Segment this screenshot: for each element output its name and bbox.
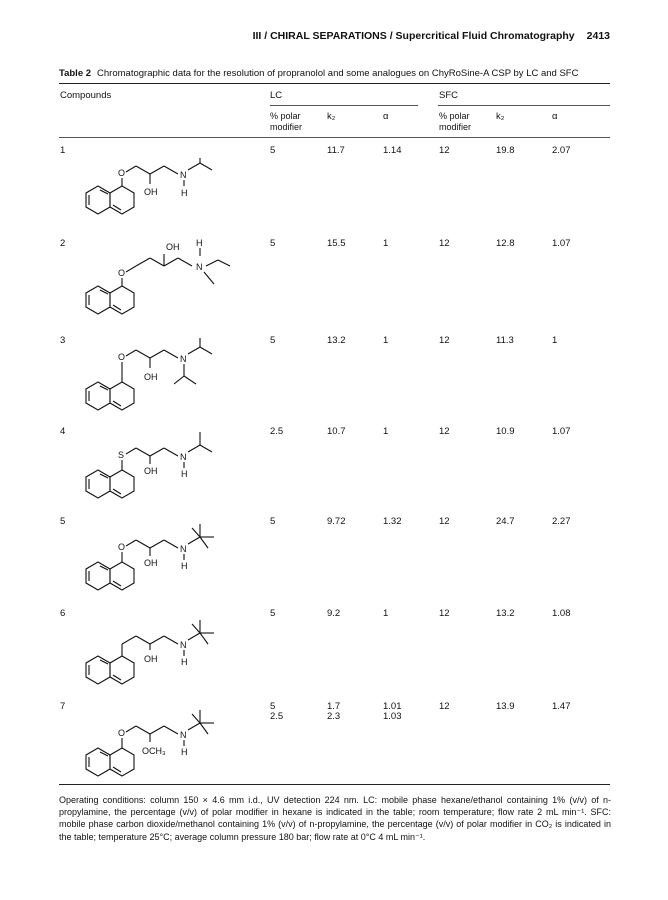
atom-label: OCH₃ xyxy=(142,746,166,756)
cell-sfc-alpha: 2.27 xyxy=(552,516,571,527)
cell-sfc-polar: 12 xyxy=(439,426,450,437)
atom-label: H xyxy=(196,238,203,248)
cell-sfc-alpha: 2.07 xyxy=(552,145,571,156)
cell-lc-alpha: 1 xyxy=(383,238,389,249)
cell-lc-alpha: 1 xyxy=(383,335,389,346)
structure-compound-2 xyxy=(70,238,240,335)
atom-label: H xyxy=(181,188,188,198)
compound-number: 3 xyxy=(60,335,66,346)
page-number: 2413 xyxy=(586,30,610,42)
cell-sfc-k2: 13.2 xyxy=(496,608,515,619)
atom-label: OH xyxy=(144,466,158,476)
structure-compound-1 xyxy=(70,158,230,241)
cell-sfc-alpha: 1.07 xyxy=(552,426,571,437)
atom-label: OH xyxy=(144,654,158,664)
running-head-section: III / CHIRAL SEPARATIONS / Supercritical Fluid Chromatography xyxy=(252,30,575,42)
col-group-sfc: SFC xyxy=(439,90,458,101)
atom-label: H xyxy=(181,657,188,667)
lc-group-rule xyxy=(270,105,418,106)
table-label: Table 2 xyxy=(59,68,92,79)
cell-lc-k2: 11.7 xyxy=(327,145,345,156)
compound-number: 6 xyxy=(60,608,66,619)
table-header-rule xyxy=(59,137,610,138)
col-sfc-k2: k₂ xyxy=(496,111,505,122)
structure-compound-6 xyxy=(70,608,230,697)
atom-label: O xyxy=(118,728,126,738)
structure-compound-7 xyxy=(70,700,230,789)
cell-lc-polar: 5 xyxy=(270,701,276,712)
compound-number: 7 xyxy=(60,701,66,712)
atom-label: O xyxy=(118,352,126,362)
cell-lc-alpha: 1.14 xyxy=(383,145,402,156)
cell-lc-k2: 9.72 xyxy=(327,516,346,527)
sfc-group-rule xyxy=(438,105,610,106)
cell-sfc-k2: 11.3 xyxy=(496,335,514,346)
cell-lc-polar-2: 2.5 xyxy=(270,711,284,722)
cell-lc-alpha: 1 xyxy=(383,426,389,437)
cell-lc-polar: 5 xyxy=(270,238,276,249)
atom-label: O xyxy=(118,542,126,552)
cell-lc-k2: 1.7 xyxy=(327,701,341,712)
cell-lc-polar: 5 xyxy=(270,335,276,346)
atom-label: O xyxy=(118,268,126,278)
cell-lc-k2: 10.7 xyxy=(327,426,346,437)
cell-lc-k2: 15.5 xyxy=(327,238,346,249)
running-head xyxy=(253,30,610,42)
cell-sfc-k2: 12.8 xyxy=(496,238,515,249)
cell-sfc-alpha: 1.47 xyxy=(552,701,571,712)
col-sfc-alpha: α xyxy=(552,111,558,122)
cell-sfc-polar: 12 xyxy=(439,145,450,156)
cell-lc-k2: 13.2 xyxy=(327,335,346,346)
structure-compound-4 xyxy=(70,426,230,511)
structure-compound-5 xyxy=(70,516,230,603)
atom-label: S xyxy=(118,450,125,460)
cell-lc-k2: 9.2 xyxy=(327,608,341,619)
cell-lc-alpha: 1.01 xyxy=(383,701,402,712)
cell-lc-alpha: 1 xyxy=(383,608,389,619)
cell-lc-polar: 2.5 xyxy=(270,426,284,437)
atom-label: N xyxy=(180,730,187,740)
cell-sfc-polar: 12 xyxy=(439,335,450,346)
atom-label: N xyxy=(196,262,203,272)
cell-lc-alpha-2: 1.03 xyxy=(383,711,402,722)
atom-label: OH xyxy=(144,372,158,382)
col-lc-k2: k₂ xyxy=(327,111,336,122)
table-top-rule xyxy=(59,83,610,84)
cell-lc-polar: 5 xyxy=(270,145,276,156)
table-caption xyxy=(59,68,611,79)
structure-compound-3 xyxy=(70,338,230,423)
atom-label: OH xyxy=(144,558,158,568)
cell-sfc-k2: 10.9 xyxy=(496,426,515,437)
atom-label: H xyxy=(181,469,188,479)
atom-label: N xyxy=(180,640,187,650)
cell-sfc-k2: 19.8 xyxy=(496,145,515,156)
cell-sfc-k2: 13.9 xyxy=(496,701,515,712)
cell-lc-alpha: 1.32 xyxy=(383,516,402,527)
cell-lc-polar: 5 xyxy=(270,516,276,527)
cell-sfc-alpha: 1.08 xyxy=(552,608,571,619)
atom-label: O xyxy=(118,168,126,178)
atom-label: N xyxy=(180,354,187,364)
cell-sfc-alpha: 1 xyxy=(552,335,558,346)
cell-lc-polar: 5 xyxy=(270,608,276,619)
table-caption-text: Chromatographic data for the resolution of propranolol and some analogues on ChyRoSine-A CSP by LC and SFC xyxy=(97,68,579,79)
atom-label: N xyxy=(180,452,187,462)
cell-sfc-polar: 12 xyxy=(439,701,450,712)
cell-sfc-polar: 12 xyxy=(439,516,450,527)
compound-number: 1 xyxy=(60,145,66,156)
compound-number: 5 xyxy=(60,516,66,527)
atom-label: N xyxy=(180,544,187,554)
atom-label: H xyxy=(181,747,188,757)
cell-lc-k2-2: 2.3 xyxy=(327,711,341,722)
cell-sfc-polar: 12 xyxy=(439,608,450,619)
compound-number: 2 xyxy=(60,238,66,249)
atom-label: OH xyxy=(166,242,180,252)
col-lc-polar: % polar modifier xyxy=(270,111,303,132)
atom-label: H xyxy=(181,561,188,571)
cell-sfc-k2: 24.7 xyxy=(496,516,515,527)
col-sfc-polar: % polar modifier xyxy=(439,111,472,132)
col-lc-alpha: α xyxy=(383,111,389,122)
cell-sfc-polar: 12 xyxy=(439,238,450,249)
compound-number: 4 xyxy=(60,426,66,437)
col-group-lc: LC xyxy=(270,90,283,101)
table-footnote: Operating conditions: column 150 × 4.6 mm i.d., UV detection 224 nm. LC: mobile phase hexane/ethanol containing 1% (v/v) of n-propylamine, the percentage (v/v) of polar modifier in hexane is indicated in the table; room temperature; flow rate 2 mL min⁻¹. SFC: mobile phase carbon dioxide/methanol containing 1% (v/v) of n-propylamine, the percentage (v/v) of polar modifier in CO₂ is indicated in the table; temperature 25°C; average column pressure 180 bar; flow rate at 0°C 4 mL min⁻¹. xyxy=(59,795,611,842)
atom-label: N xyxy=(180,170,187,180)
atom-label: OH xyxy=(144,187,158,197)
col-compounds: Compounds xyxy=(60,90,112,101)
cell-sfc-alpha: 1.07 xyxy=(552,238,571,249)
